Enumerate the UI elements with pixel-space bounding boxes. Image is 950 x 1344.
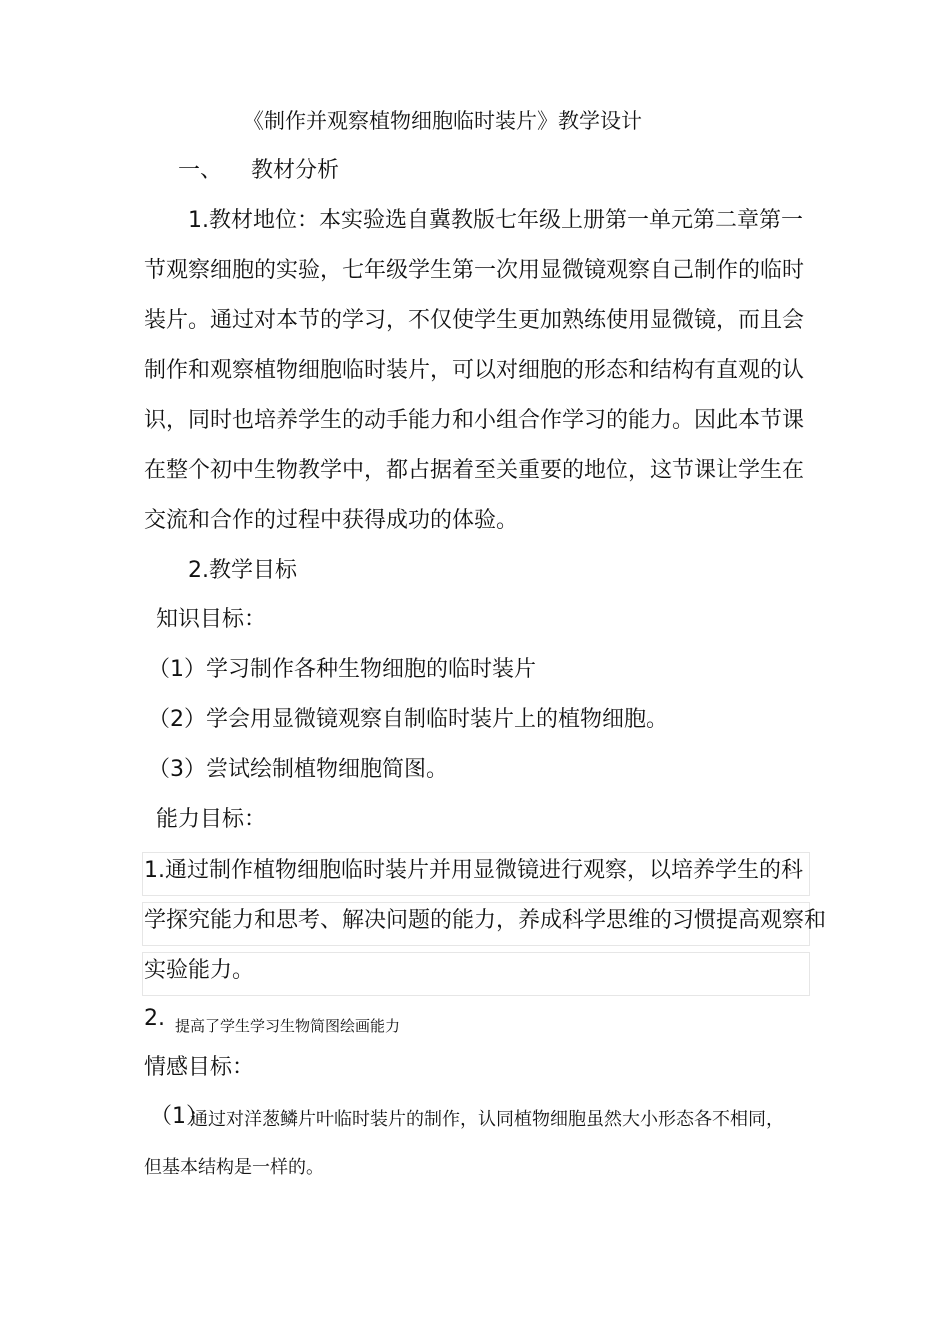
paragraph-line: 通过对洋葱鳞片叶临时装片的制作，认同植物细胞虽然大小形态各不相同， bbox=[190, 1109, 784, 1130]
paragraph-line: 1.教材地位：本实验选自冀教版七年级上册第一单元第二章第一 bbox=[188, 208, 803, 233]
paragraph-line: 交流和合作的过程中获得成功的体验。 bbox=[144, 508, 519, 533]
paragraph-line: 装片。通过对本节的学习，不仅使学生更加熟练使用显微镜，而且会 bbox=[144, 308, 805, 333]
paragraph-line: 但基本结构是一样的。 bbox=[144, 1157, 324, 1178]
paragraph-line: 1.通过制作植物细胞临时装片并用显微镜进行观察，以培养学生的科 bbox=[144, 858, 803, 883]
section-heading-textbook-analysis: 一、 教材分析 bbox=[178, 158, 339, 183]
teaching-goals-heading: 2.教学目标 bbox=[188, 558, 297, 583]
emotion-goals-heading: 情感目标： bbox=[144, 1055, 255, 1080]
paragraph-line: 学探究能力和思考、解决问题的能力，养成科学思维的习惯提高观察和 bbox=[144, 908, 827, 933]
list-item: （2）学会用显微镜观察自制临时装片上的植物细胞。 bbox=[148, 707, 668, 732]
list-item-text: 提高了学生学习生物简图绘画能力 bbox=[175, 1017, 401, 1035]
list-number: 2. bbox=[144, 1006, 165, 1031]
list-number: （1） bbox=[150, 1104, 208, 1129]
paragraph-line: 实验能力。 bbox=[144, 958, 255, 983]
paragraph-line: 节观察细胞的实验，七年级学生第一次用显微镜观察自己制作的临时 bbox=[144, 258, 805, 283]
list-item: （1）学习制作各种生物细胞的临时装片 bbox=[148, 657, 536, 682]
paragraph-line: 制作和观察植物细胞临时装片，可以对细胞的形态和结构有直观的认 bbox=[144, 358, 805, 383]
document-title: 《制作并观察植物细胞临时装片》教学设计 bbox=[243, 109, 642, 133]
paragraph-line: 在整个初中生物教学中，都占据着至关重要的地位，这节课让学生在 bbox=[144, 458, 805, 483]
ability-goals-heading: 能力目标： bbox=[156, 807, 267, 832]
paragraph-line: 识，同时也培养学生的动手能力和小组合作学习的能力。因此本节课 bbox=[144, 408, 805, 433]
list-item: （3）尝试绘制植物细胞简图。 bbox=[148, 757, 448, 782]
knowledge-goals-heading: 知识目标： bbox=[156, 607, 267, 632]
